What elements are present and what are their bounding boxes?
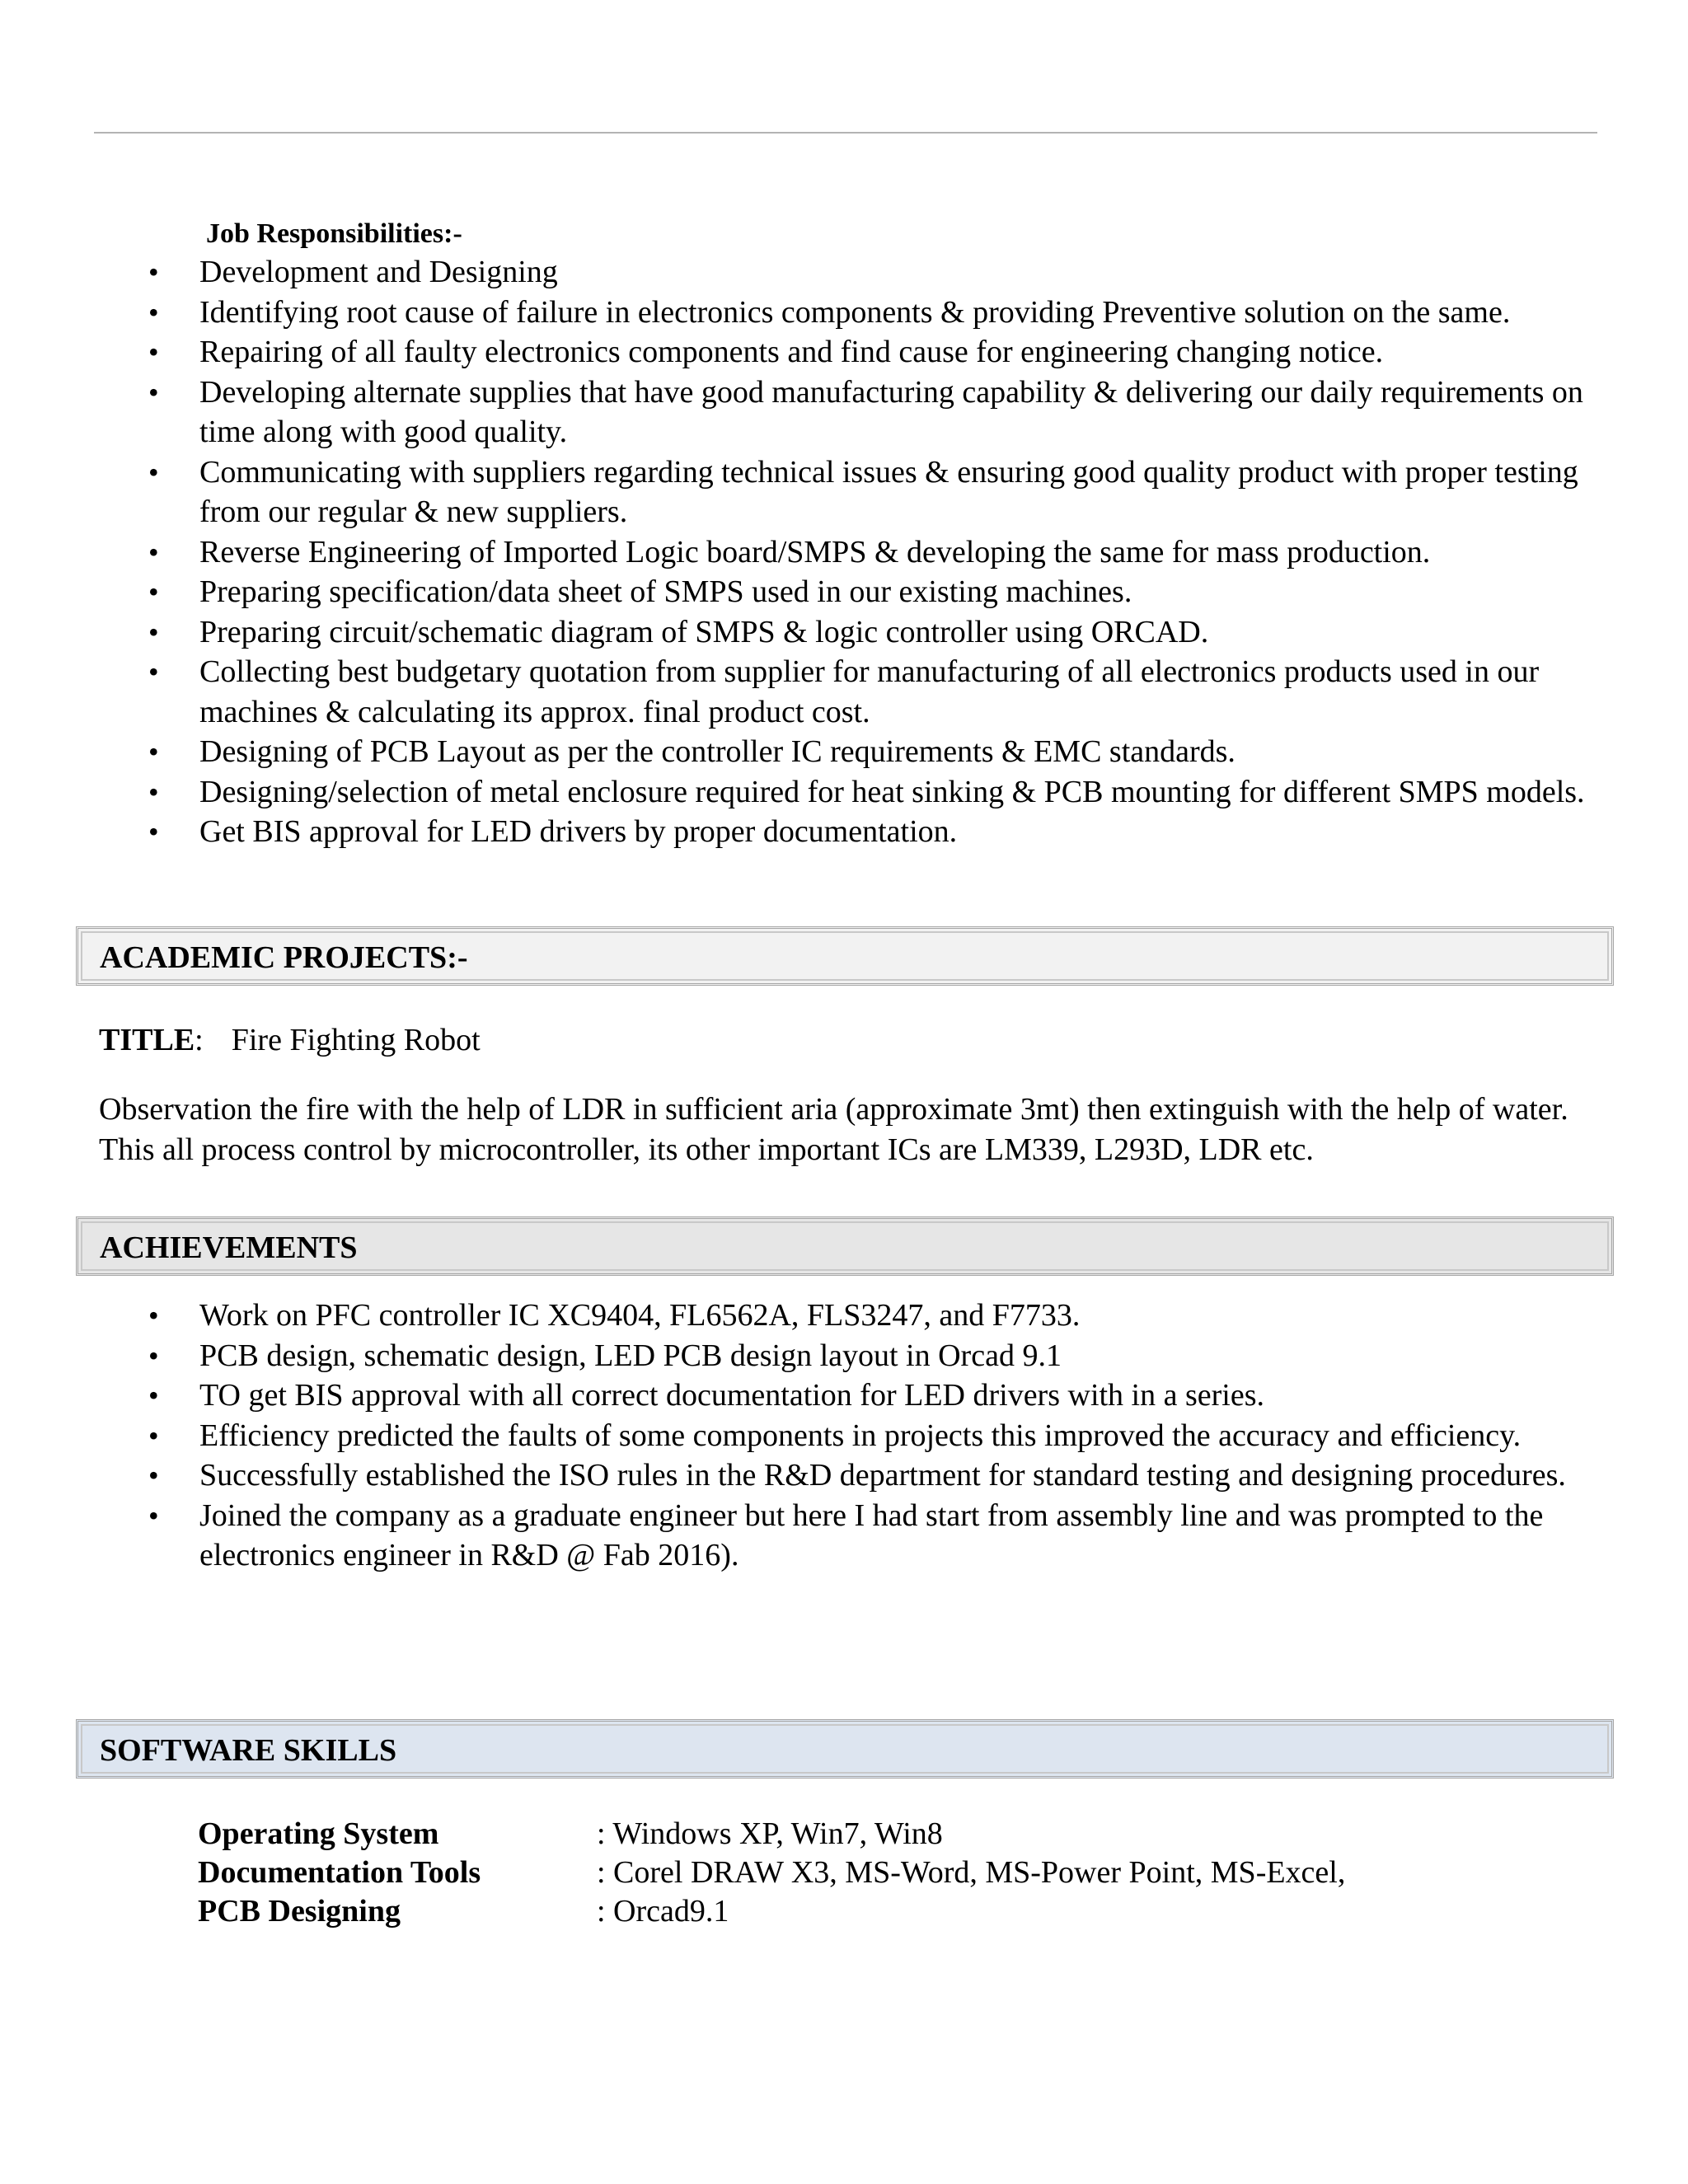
list-item: • Development and Designing [148,252,1615,293]
academic-projects-section-header [76,926,1614,986]
skill-label: PCB Designing [198,1894,401,1929]
bullet-icon: • [148,1338,159,1372]
bullet-icon: • [148,1379,159,1412]
job-responsibilities-list [148,252,1615,852]
section-title: ACHIEVEMENTS [100,1230,358,1265]
list-item: • Collecting best budgetary quotation from supplier for manufacturing of all electronics products used in our machines & calculating its approx. final product cost. [148,652,1615,732]
section-title: SOFTWARE SKILLS [100,1733,397,1768]
bullet-icon: • [148,255,159,288]
list-item: • Work on PFC controller IC XC9404, FL6562A, FLS3247, and F7733. [148,1296,1615,1336]
project-title-separator: : [195,1023,204,1057]
skill-label: Documentation Tools [198,1855,481,1890]
list-item: • Joined the company as a graduate engineer but here I had start from assembly line and was prompted to the electronics engineer in R&D @ Fab 2016). [148,1496,1615,1576]
list-item: • Identifying root cause of failure in electronics components & providing Preventive solution on the same. [148,293,1615,333]
bullet-icon: • [148,1418,159,1452]
bullet-icon: • [148,1459,159,1492]
skill-value: : Orcad9.1 [597,1894,729,1929]
skill-label: Operating System [198,1816,439,1851]
list-item: • Preparing specification/data sheet of SMPS used in our existing machines. [148,572,1615,612]
list-item: • PCB design, schematic design, LED PCB design layout in Orcad 9.1 [148,1336,1615,1376]
list-item: • Communicating with suppliers regarding technical issues & ensuring good quality product with proper testing from our regular & new suppliers. [148,452,1615,532]
skill-row [198,1815,1345,1854]
list-item: • Designing of PCB Layout as per the controller IC requirements & EMC standards. [148,732,1615,772]
section-title: ACADEMIC PROJECTS:- [100,940,468,975]
software-skills-table [198,1815,1345,1931]
bullet-icon: • [148,1498,159,1532]
list-item: • Get BIS approval for LED drivers by proper documentation. [148,812,1615,852]
list-item: • Reverse Engineering of Imported Logic board/SMPS & developing the same for mass production. [148,532,1615,573]
project-title-label: TITLE [99,1023,195,1057]
bullet-icon: • [148,455,159,489]
list-item: • Successfully established the ISO rules in the R&D department for standard testing and designing procedures. [148,1455,1615,1496]
skill-row [198,1892,1345,1931]
project-title-value: Fire Fighting Robot [231,1023,481,1057]
skill-row [198,1854,1345,1892]
bullet-icon: • [148,295,159,329]
list-item: • Preparing circuit/schematic diagram of SMPS & logic controller using ORCAD. [148,612,1615,653]
list-item: • TO get BIS approval with all correct documentation for LED drivers with in a series. [148,1376,1615,1416]
achievements-section-header [76,1216,1614,1276]
bullet-icon: • [148,575,159,608]
bullet-icon: • [148,535,159,569]
bullet-icon: • [148,735,159,768]
project-title-line [99,1020,481,1060]
bullet-icon: • [148,335,159,368]
bullet-icon: • [148,615,159,649]
job-responsibilities-heading: Job Responsibilities:- [206,218,462,249]
skill-value: : Windows XP, Win7, Win8 [597,1816,943,1851]
bullet-icon: • [148,815,159,848]
list-item: • Efficiency predicted the faults of some components in projects this improved the accuracy and efficiency. [148,1416,1615,1456]
bullet-icon: • [148,655,159,688]
header-rule [94,132,1597,134]
skill-value: : Corel DRAW X3, MS-Word, MS-Power Point, MS-Excel, [597,1855,1346,1890]
bullet-icon: • [148,775,159,808]
project-description: Observation the fire with the help of LDR in sufficient aria (approximate 3mt) then extinguish with the help of water. This all process control by microcontroller, its other important ICs are LM339, L293D, LDR etc. [99,1092,1568,1167]
achievements-list [148,1296,1615,1576]
list-item: • Repairing of all faulty electronics components and find cause for engineering changing notice. [148,332,1615,373]
bullet-icon: • [148,1299,159,1332]
bullet-icon: • [148,375,159,409]
software-skills-section-header [76,1719,1614,1779]
list-item: • Developing alternate supplies that have good manufacturing capability & delivering our daily requirements on time along with good quality. [148,373,1615,452]
list-item: • Designing/selection of metal enclosure required for heat sinking & PCB mounting for different SMPS models. [148,772,1615,813]
